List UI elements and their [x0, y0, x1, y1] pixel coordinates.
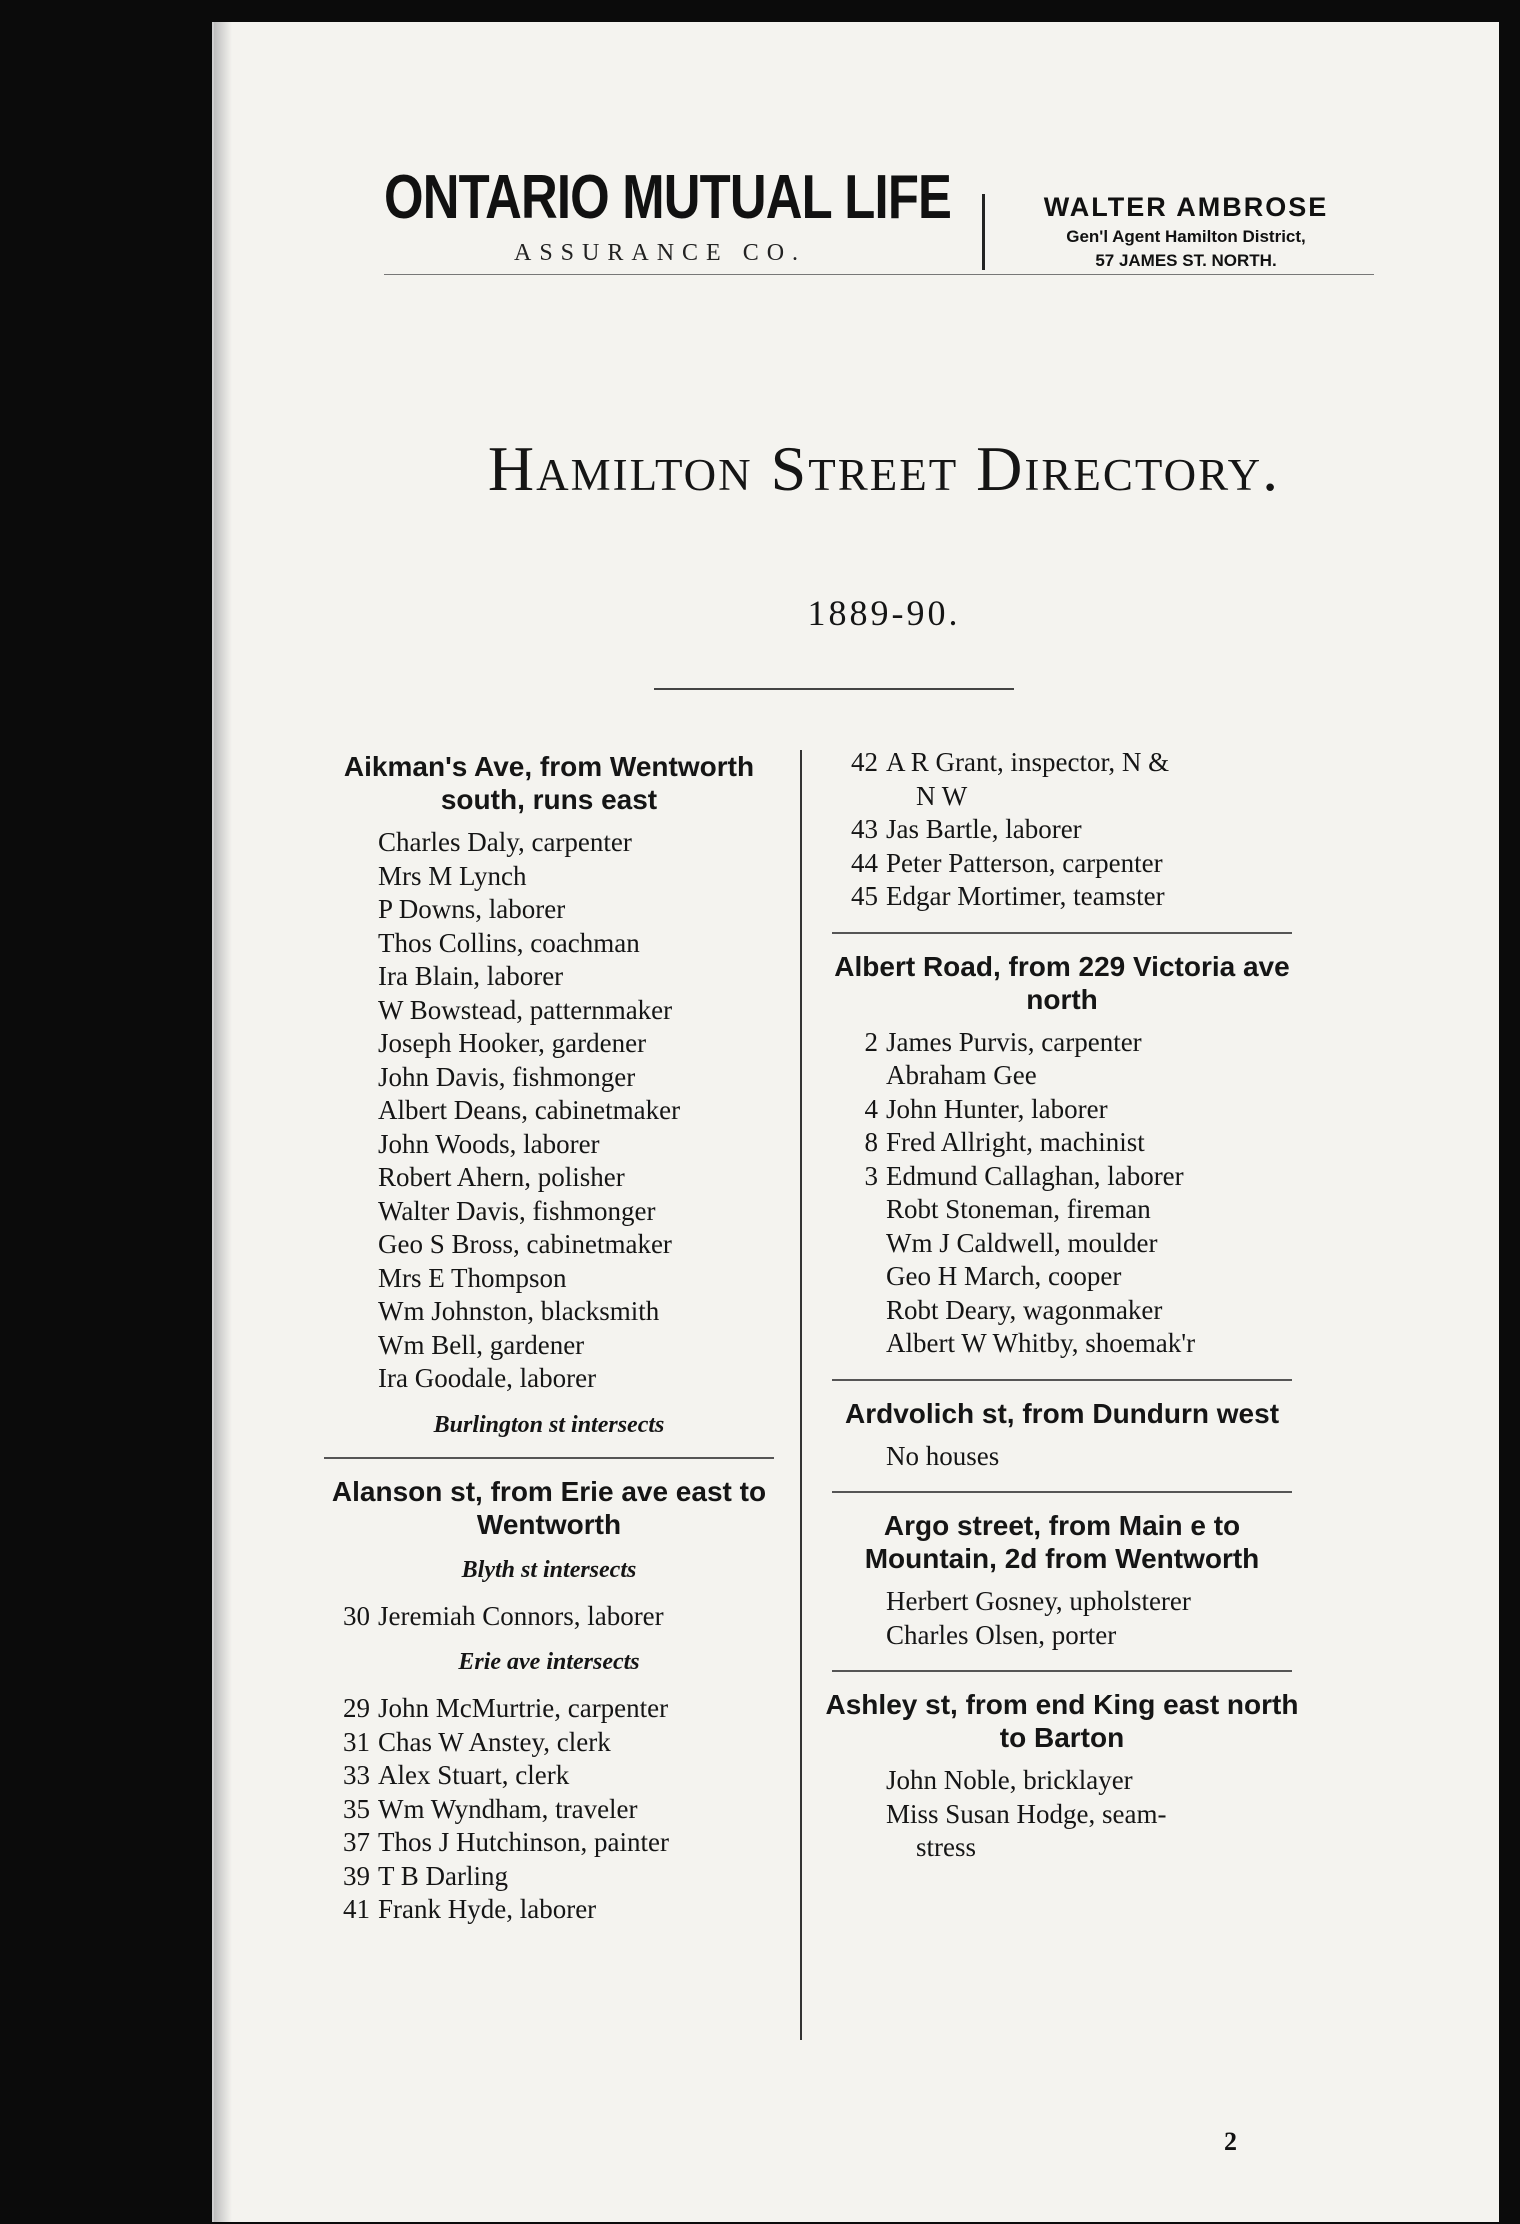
section-alanson-st — [314, 1475, 784, 1927]
resident: Robt Deary, wagonmaker — [886, 1294, 1163, 1325]
intersection-note: Erie ave intersects — [458, 1649, 640, 1675]
house-number: 44 — [851, 847, 878, 878]
section-ardvolich-st — [822, 1397, 1302, 1474]
section-rule — [324, 1457, 774, 1459]
resident: Robt Stoneman, fireman — [886, 1194, 1151, 1224]
resident: John Hunter, laborer — [886, 1093, 1108, 1124]
company-name: ONTARIO MUTUAL LIFE — [384, 163, 952, 232]
list-item: Ira Blain, laborer — [378, 961, 564, 991]
section-albert-road — [822, 950, 1302, 1361]
section-argo-street — [822, 1509, 1302, 1652]
list-item — [822, 1193, 1302, 1227]
intersection-note: Burlington st intersects — [433, 1411, 665, 1438]
house-number: 42 — [851, 747, 878, 777]
resident: Frank Hyde, laborer — [378, 1894, 597, 1924]
resident: Albert W Whitby, shoemak'r — [886, 1328, 1196, 1358]
house-number: 41 — [343, 1894, 370, 1924]
street-heading: Albert Road, from 229 Victoria ave north — [834, 950, 1290, 1015]
column-divider — [800, 750, 802, 2040]
list-item — [822, 1798, 1302, 1865]
page-number: 2 — [1224, 2127, 1237, 2156]
page-title: Hamilton Street Directory. — [487, 433, 1281, 504]
house-number: 37 — [343, 1827, 370, 1857]
list-item — [822, 1260, 1302, 1294]
house-number: 4 — [864, 1093, 878, 1124]
resident: Edmund Callaghan, laborer — [886, 1160, 1184, 1191]
street-heading: Alanson st, from Erie ave east to Wentworth — [331, 1475, 767, 1540]
banner-divider — [982, 194, 985, 270]
intersection-note: Blyth st intersects — [461, 1556, 637, 1583]
resident: Chas W Anstey, clerk — [378, 1726, 611, 1757]
list-item — [822, 1294, 1302, 1328]
list-item — [822, 1327, 1302, 1361]
resident: James Purvis, carpenter — [886, 1026, 1142, 1057]
list-item — [822, 847, 1302, 881]
title-rule — [654, 688, 1014, 690]
list-item: John Noble, bricklayer — [886, 1765, 1133, 1795]
list-item — [822, 1093, 1302, 1127]
list-item: Charles Olsen, porter — [886, 1619, 1117, 1650]
resident: Wm Wyndham, traveler — [378, 1793, 638, 1824]
resident: Peter Patterson, carpenter — [886, 847, 1163, 878]
resident: T B Darling — [378, 1860, 508, 1891]
list-item — [822, 813, 1302, 847]
list-item: John Davis, fishmonger — [378, 1061, 636, 1092]
list-item — [822, 1126, 1302, 1160]
resident: Geo H March, cooper — [886, 1261, 1122, 1291]
resident: A R Grant, inspector, N & — [886, 747, 1170, 777]
list-item: Mrs M Lynch — [378, 860, 527, 891]
directory-year: 1889-90. — [807, 593, 961, 633]
list-item: Robert Ahern, polisher — [378, 1162, 625, 1192]
street-heading: Ardvolich st, from Dundurn west — [844, 1397, 1280, 1429]
list-item: Charles Daly, carpenter — [378, 827, 632, 857]
street-heading: Aikman's Ave, from Wentworth south, runs east — [343, 751, 755, 815]
list-item — [314, 1860, 784, 1894]
agent-name: WALTER AMBROSE — [1043, 192, 1329, 222]
list-item: Thos Collins, coachman — [378, 927, 640, 958]
list-item — [822, 1160, 1302, 1194]
list-item: John Woods, laborer — [378, 1128, 600, 1159]
resident: Jeremiah Connors, laborer — [378, 1600, 664, 1631]
section-rule — [832, 1379, 1292, 1381]
section-aikmans-ave — [314, 750, 784, 1439]
list-item: P Downs, laborer — [378, 894, 566, 924]
right-column — [822, 746, 1302, 1883]
resident: Thos J Hutchinson, painter — [378, 1827, 669, 1857]
resident: Fred Allright, machinist — [886, 1127, 1145, 1157]
list-item — [314, 1759, 784, 1793]
section-rule — [832, 1491, 1292, 1493]
list-item — [314, 1893, 784, 1927]
list-item: Herbert Gosney, upholsterer — [886, 1586, 1191, 1616]
house-number: 3 — [864, 1160, 878, 1191]
resident-continued: stress — [916, 1832, 976, 1862]
advertisement-banner — [384, 162, 1374, 292]
directory-page — [212, 22, 1499, 2222]
list-item: Joseph Hooker, gardener — [378, 1028, 647, 1058]
list-item: Albert Deans, cabinetmaker — [378, 1095, 681, 1125]
list-item: Wm Bell, gardener — [378, 1329, 585, 1360]
list-item — [822, 880, 1302, 914]
list-item: Walter Davis, fishmonger — [378, 1195, 656, 1226]
house-number: 39 — [343, 1860, 370, 1891]
section-rule — [832, 1670, 1292, 1672]
house-number: 43 — [851, 814, 878, 844]
agent-block — [1006, 192, 1366, 271]
house-number: 33 — [343, 1760, 370, 1790]
list-item: Wm Johnston, blacksmith — [378, 1296, 660, 1326]
resident: Jas Bartle, laborer — [886, 814, 1082, 844]
resident: Edgar Mortimer, teamster — [886, 881, 1165, 911]
street-heading: Ashley st, from end King east north to Barton — [825, 1689, 1299, 1753]
list-item — [822, 1026, 1302, 1060]
house-number: 8 — [864, 1127, 878, 1157]
resident: Abraham Gee — [886, 1060, 1037, 1090]
list-item — [314, 1692, 784, 1726]
list-item: No houses — [886, 1440, 1000, 1471]
house-number: 31 — [343, 1726, 370, 1757]
list-item — [314, 1826, 784, 1860]
list-item — [822, 746, 1302, 813]
street-heading: Argo street, from Main e to Mountain, 2d from Wentworth — [864, 1510, 1260, 1574]
resident: Miss Susan Hodge, seam- — [886, 1798, 1167, 1829]
list-item — [314, 1600, 784, 1634]
list-item — [822, 1059, 1302, 1093]
banner-rule — [384, 274, 1374, 275]
resident: Alex Stuart, clerk — [378, 1760, 570, 1790]
list-item: Mrs E Thompson — [378, 1262, 567, 1293]
list-item — [314, 1793, 784, 1827]
section-rule — [832, 932, 1292, 934]
list-item: Ira Goodale, laborer — [378, 1363, 597, 1393]
agent-role: Gen'l Agent Hamilton District, — [1066, 227, 1306, 246]
section-alanson-st-continued — [822, 746, 1302, 914]
left-column — [314, 746, 784, 1945]
house-number: 35 — [343, 1793, 370, 1824]
house-number: 30 — [343, 1600, 370, 1631]
resident: Wm J Caldwell, moulder — [886, 1227, 1158, 1258]
house-number: 45 — [851, 881, 878, 911]
house-number: 29 — [343, 1693, 370, 1723]
list-item — [822, 1227, 1302, 1261]
resident: John McMurtrie, carpenter — [378, 1693, 669, 1723]
list-item: W Bowstead, patternmaker — [378, 994, 673, 1025]
resident-continued: N W — [916, 780, 968, 811]
list-item: Geo S Bross, cabinetmaker — [378, 1229, 672, 1259]
list-item — [314, 1726, 784, 1760]
agent-address: 57 JAMES ST. NORTH. — [1095, 251, 1277, 270]
section-ashley-st — [822, 1688, 1302, 1865]
company-subtitle: ASSURANCE CO. — [514, 240, 807, 266]
house-number: 2 — [864, 1026, 878, 1057]
